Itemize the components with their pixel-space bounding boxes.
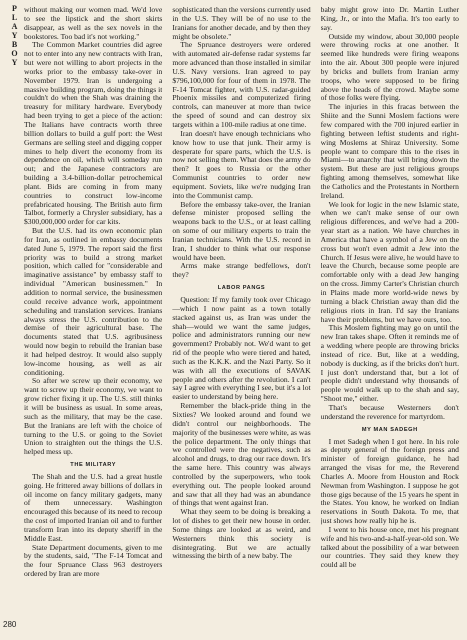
paragraph: without making our women mad. We'd love to see the lipstick and the short skirts disappear, as well as the sex novels in the bookstores. Too bad it's not working."	[24, 6, 163, 41]
article-body	[24, 6, 459, 632]
paragraph: We look for logic in the new Islamic state, when we can't make sense of our own religious differences, and we've had a 200-year start as a nation. We have churches in America that have a symbol of a Jew on the cross but won't even admit a Jew into the Church. If Jesus were alive, he would have to leave the Church, because some people are comfortable only with a dead Jew hanging on the cross. Jimmy Carter's Christian church in Plains made more world-wide news by turning a black Christian away than did the religious riots in Iran. I'd say the Iranians have their problems, but we have ours, too.	[320, 199, 459, 324]
paragraph: So after we screw up their economy, we want to screw up their economy, we want to grow richer fixing it up. The U.S. still thinks it will be business as usual. In some areas, such as the military, that may be the case. But the Iranians are left with the choice of turning to the U.S. or going to the Soviet Union to straighten out the things the U.S. helped mess up.	[24, 376, 163, 457]
paragraph: The Common Market countries did agree not to enter into any new contracts with Iran, but were not willing to abort projects in the works prior to the embassy take-over in November 1979. Iran is undergoing a massive building program, doing the things it couldn't do when the Shah was draining the treasury for military hardware. Everybody had been trying to get a piece of the action: The Italians have contracts worth three billion dollars to build a gulf port: the West Germans are selling steel and digging copper mines to help divert the economy from its dependence on oil, which will someday run out; and the Japanese contractors are building a 3.4-billion-dollar petrochemical plant. Bids are coming in from many countries to construct low-income prefabricated housing. The British auto firm Talbot, formerly a Chrysler subsidiary, has a $300,000,000 order for car kits.	[24, 40, 163, 227]
text-column-2	[172, 6, 310, 632]
paragraph: Arms make strange bedfellows, don't they?	[172, 261, 311, 280]
paragraph: Question: If my family took over Chicago—which I now paint as a town totally stacked against us, as Iran was under the shah—would we want the same judges, police and administrators running our new government? Probably not. We'd want to get rid of the people who were tiered and hated, such as the K.K.K. and the Nazi Party. So it was with all the executions of SAVAK people and others after the revolution. I can't say I agree with everything I see, but it's a lot easier to understand by being here.	[172, 295, 311, 402]
paragraph: The injuries in this fracas between the Shiite and the Sunni Moslem factions were few compared with the 700 injured earlier in fighting between leftist students and right-wing Moslems at Shiraz University. Some people want to compare this to the rises in Miami—to anarchy that will bring down the system. But these are just religious groups fighting among themselves, somewhat like the Catholics and the Protestants in Northern Ireland.	[320, 102, 459, 200]
paragraph: What they seem to be doing is breaking a lot of dishes to get their new house in order. Some things are looked at as weird, and Westerners think this society is disintegrating. But we are actually witnessing the birth of a new baby. The	[172, 507, 311, 561]
section-heading: LABOR PANGS	[217, 285, 266, 292]
text-column-1	[24, 6, 162, 632]
paragraph: Iran doesn't have enough technicians who know how to use that junk. Their army is desperate for spare parts, which the U.S. is now not selling them. What does the army do then? It goes to Russia or the other Communist countries to order new equipment. Soviets, like we're nudging Iran into the Communist camp.	[172, 128, 311, 200]
paragraph: That's because Westerners don't understand the reverence for martyrdom.	[320, 402, 459, 421]
paragraph: I met Sadegh when I got here. In his role as deputy general of the foreign press and minister of foreign guidance, he had arranged the visas for me, the Reverend Charles A. Moore from Houston and Rock Newman from Washington. I suppose he got those gigs because of the 15 years he spent in the States. You know, he worked on Indian reservations in South Dakota. To me, that just shows how really hip he is.	[320, 436, 459, 526]
paragraph: sophisticated than the versions currently used in the U.S. They will be of no use to the Iranians for another decade, and by then they might be obsolete."	[172, 6, 311, 41]
paragraph: Outside my window, about 30,000 people were throwing rocks at one another. It seemed like hundreds were firing weapons into the air. About 300 people were injured by bricks and bullets from Iranian army troops, who were supposed to be firing above the heads of the crowd. Maybe some of those folks were flying.	[320, 31, 459, 103]
paragraph: This Moslem fighting may go on until the new Iran takes shape. Often it reminds me of a wedding where people are throwing bricks instead of rice. But, like at a wedding, nobody is ducking, as if the bricks don't hurt. I just don't understand that, but a lot of people didn't understand why thousands of people would walk up to the shah and say, "Shoot me," either.	[320, 323, 459, 404]
paragraph: Remember the black-pride thing in the Sixties? We looked around and found we didn't control our neighborhoods. The majority of the businesses were white, as was the police department. The only things that we controlled were the negatives, such as alcohol and drugs, to drag our race down. It's the same here. This country was always controlled by the superpowers, who took everything out. The people looked around and saw that all they had was an abundance of things that went against Iran.	[172, 401, 311, 508]
section-heading: THE MILITARY	[70, 462, 117, 469]
paragraph: baby might grow into Dr. Martin Luther King, Jr., or into the Mafia. It's too early to say.	[320, 6, 459, 32]
paragraph: I went to his house once, met his pregnant wife and his two-and-a-half-year-old son. We talked about the possibility of a war between our countries. They said they knew they could all be	[320, 524, 459, 570]
section-heading: MY MAN SADEGH	[361, 426, 418, 433]
text-column-3	[321, 6, 459, 632]
paragraph: The Shah and the U.S. had a great hustle going. He frittered away billions of dollars in oil income on fancy military gadgets, many of them unnecessary. Washington encouraged this because of its need to recoup the cost of imported Iranian oil and to further transform Iran into its deputy sheriff in the Middle East.	[24, 471, 163, 543]
paragraph: But the U.S. had its own economic plan for Iran, as outlined in embassy documents dated June 5, 1979. The report said the first priority was to build a strong market position, which called for "considerable and imaginative assistance" by embassy staff to individual "American businessmen." In addition to normal service, the businessmen could receive advance work, appointment scheduling and translation services. Iranians always stress the U.S. contribution to the demise of their agricultural base. The documents stated that U.S. agribusiness would now begin to rebuild the Iranian base it had helped destroy. It would also supply low-income housing, as well as air conditioning.	[24, 226, 163, 377]
paragraph: Before the embassy take-over, the Iranian defense minister proposed selling the weapons back to the U.S., or at least calling on some of our military experts to train the Iranian technicians. With the U.S. record in Iran, I shudder to think what our response would have been.	[172, 199, 311, 262]
paragraph: State Department documents, given to me by the students, said, "The F-14 Tomcat and the four Spruance Class 963 destroyers ordered by Iran are more	[24, 542, 163, 579]
magazine-masthead: PLAYBOY	[10, 4, 19, 67]
page-number: 280	[3, 620, 17, 629]
paragraph: The Spruance destroyers were ordered with automated air-defense radar systems far more advanced than those installed in similar U.S. Navy versions. Iran agreed to pay $796,100,000 for four of them in 1978. The F-14 Tomcat fighter, with U.S. radar-guided Phoenix missiles and computerized firing controls, can maneuver at more than twice the speed of sound and can destroy six targets within a 100-mile radius at one time.	[172, 40, 311, 129]
